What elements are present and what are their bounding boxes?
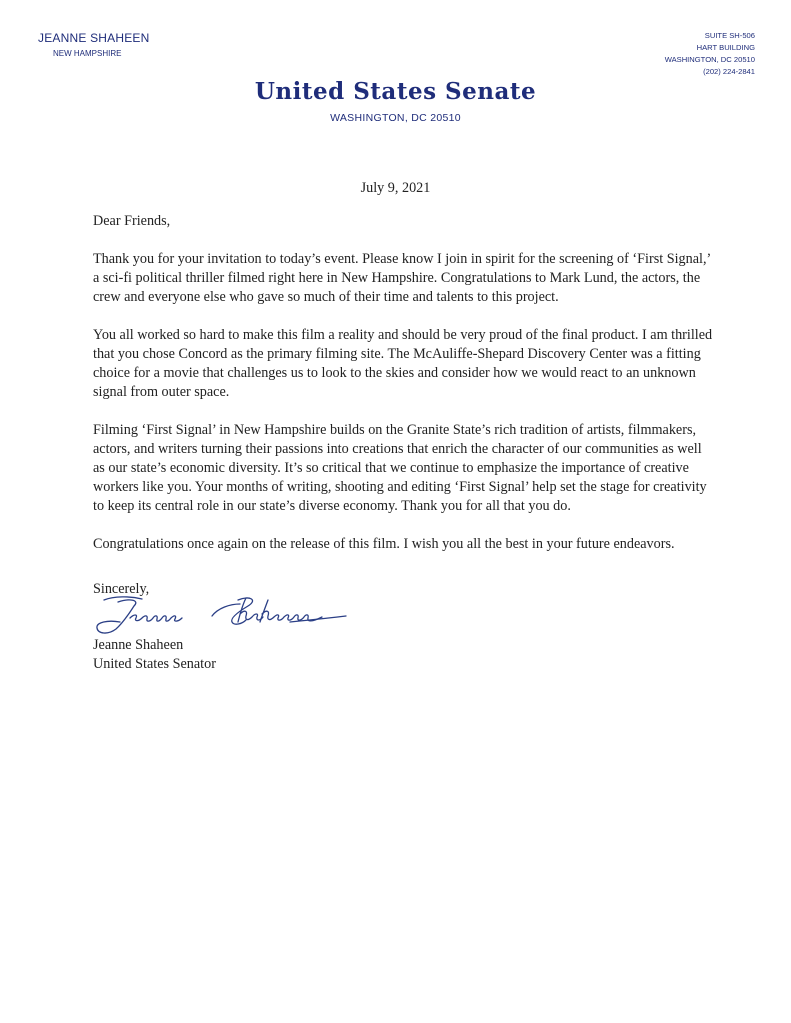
salutation: Dear Friends, — [93, 213, 171, 229]
office-address — [665, 30, 755, 78]
address-line: (202) 224-2841 — [703, 67, 755, 76]
address-line: HART BUILDING — [696, 43, 755, 52]
sender-name: JEANNE SHAHEEN — [38, 31, 150, 45]
address-line: SUITE SH-506 — [704, 31, 755, 40]
letterhead-subtitle: WASHINGTON, DC 20510 — [330, 112, 461, 124]
body-paragraph: You all worked so hard to make this film a reality and should be very proud of the final product. I am thrilled that you chose Concord as the primary filming site. The McAuliffe-Shepard Discovery Center was a fitting choice for a movie that challenges us to look to the skies and consider how we would react to an unknown signal from outer space. — [93, 327, 713, 400]
address-line: WASHINGTON, DC 20510 — [664, 55, 755, 64]
signer-name: Jeanne Shaheen — [93, 637, 184, 653]
body-paragraph: Filming ‘First Signal’ in New Hampshire builds on the Granite State’s rich tradition of artists, filmmakers, actors, and writers turning their passions into creations that enrich the character of our communities as well as our state’s economic diversity. It’s so critical that we continue to emphasize the importance of creative workers like you. Your months of writing, shooting and editing ‘First Signal’ help set the stage for creativity to keep its central role in our state’s diverse economy. Thank you for all that you do. — [93, 422, 707, 514]
signature-image — [90, 592, 370, 638]
signer-title: United States Senator — [93, 656, 216, 672]
closing: Sincerely, — [93, 581, 150, 597]
letter-date: July 9, 2021 — [360, 180, 431, 196]
letter-body — [93, 250, 713, 573]
signer-block — [93, 636, 216, 674]
letterhead-title: United States Senate — [254, 78, 537, 105]
sender-state: NEW HAMPSHIRE — [53, 49, 122, 58]
body-paragraph: Thank you for your invitation to today’s event. Please know I join in spirit for the screening of ‘First Signal,’ a sci-fi political thriller filmed right here in New Hampshire. Congratulations to Mark Lund, the actors, the crew and everyone else who gave so much of their time and talents to this project. — [93, 251, 711, 305]
body-paragraph: Congratulations once again on the release of this film. I wish you all the best in your future endeavors. — [93, 536, 675, 552]
